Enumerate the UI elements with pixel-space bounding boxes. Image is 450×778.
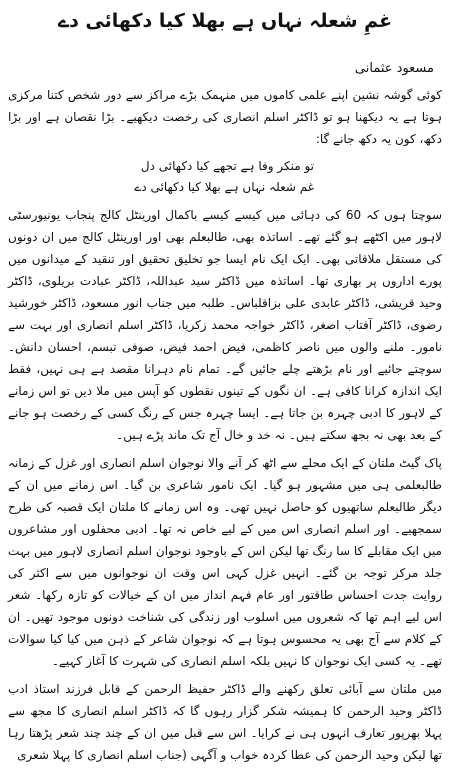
verse-line: تو منکر وفا ہے تجھے کیا دکھائی دل — [140, 159, 314, 173]
body-paragraph: پاک گیٹ ملتان کے ایک محلے سے اٹھ کر آنے والا نوجوان اسلم انصاری اور غزل کے زمانہ طالبعلمی ہی میں مشہور ہو گیا۔ ایک نامور شاعری بن گیا۔ اس زمانے میں ان کے دیگر طالبعلم ساتھیوں کو حاصل نہیں تھی۔ وہ اس زمانے کا ملتان ایک قصبہ کی طرح سمجھیے۔ اور اسلم انصاری اس میں کے لیے خاص نہ تھا۔ ادبی محفلوں اور مشاعروں میں ایک مقابلے کا سا رنگ تھا لیکن اس کے باوجود نوجوان اسلم انصاری لاہور میں بہت جلد مرکز توجہ بن گئے۔ انہیں غزل کہی اس وقت ان نوجوانوں میں سے اکثر کی روایت جدت احساس طاقتور اور عام فہم انداز میں ان کے خیالات کو تازہ رکھا۔ شعر اس لیے اہم تھا کہ شعروں میں اسلوب اور زندگی کی شناخت دونوں موجود تھیں۔ ان کے کلام سے آج بھی یہ محسوس ہوتا ہے کہ نوجوان شاعر کے ذہن میں کیا کیا سوالات تھے۔ یہ کسی ایک نوجوان کا نہیں بلکہ اسلم انصاری کی شہرت کا آغاز کہیے۔ — [8, 456, 442, 668]
intro-paragraph: کوئی گوشہ نشین اپنے علمی کاموں میں منہمک بڑے مراکز سے دور شخص کتنا مرکزی ہوتا ہے یہ دیکھنا ہو تو ڈاکٹر اسلم انصاری کی رخصت دیکھیے۔ بڑا نقصان ہے اور بڑا دکھ، کون یہ دکھ جانے گا: — [8, 88, 442, 146]
author-name: مسعود عثمانی — [354, 61, 434, 76]
verse-line: غم شعلہ نہاں ہے بھلا کیا دکھائی دے — [134, 180, 314, 194]
article-title: غمِ شعلہ نہاں ہے بھلا کیا دکھائی دے — [57, 10, 393, 32]
body-paragraph: میں ملتان سے آبائی تعلق رکھنے والے ڈاکٹر حفیظ الرحمن کے قابل فرزند استاذ ادب ڈاکٹر وحید الرحمن کا ہمیشہ شکر گزار رہوں گا کہ ڈاکٹر اسلم انصاری کا مجھ سے پہلا بھرپور تعارف انہوں ہی نے کرایا۔ اس سے قبل میں ان کے چند چند شعر پڑھتا رہا تھا لیکن وحید الرحمن کی عطا کردہ خواب و آگہی (جناب اسلم انصاری کا پہلا شعری — [8, 682, 442, 762]
verse-block — [8, 156, 442, 198]
body-paragraph: سوچتا ہوں کہ 60 کی دہائی میں کیسے کیسے باکمال اورینٹل کالج پنجاب یونیورسٹی لاہور میں اکٹھے ہو گئے تھے۔ اساتذہ بھی، طالبعلم بھی اور اورینٹل کالج میں ان دونوں کی مستقل ملاقاتی بھی۔ ایک ایک نام ایسا جو تخلیق تحقیق اور تنقید کے میدانوں میں پورے اداروں پر بھاری تھا۔ اساتذہ میں ڈاکٹر سید عبداللہ، ڈاکٹر عبادت بریلوی، ڈاکٹر وحید قریشی، ڈاکٹر عابدی علی بزاقلباس۔ طلبہ میں جناب انور مسعود، ڈاکٹر خورشید رضوی، ڈاکٹر آفتاب اصغر، ڈاکٹر خواجہ محمد زکریا، ڈاکٹر اسلم انصاری اور بہت سے نامور۔ ملنے والوں میں ناصر کاظمی، فیض احمد فیض، صوفی تبسم، احسان دانش۔ سوچتے جائیے اور نام بڑھتے چلے جائیں گے۔ تمام نام دہرانا مقصد ہے ہی نہیں، فقط ایک اندازہ کرانا کافی ہے۔ ان نگوں کے تینوں نقطوں کو آپس میں ملا دیں تو اس زمانے کے لاہور کا ادبی چہرہ بن جاتا ہے۔ ایسا چہرہ جس کے رنگ کسی کے رخصت ہو جانے کے بعد بھی نہ بجھ سکتے ہیں۔ نہ خد و خال آج تک ماند پڑے ہیں۔ — [8, 208, 443, 442]
article-body — [8, 84, 442, 772]
